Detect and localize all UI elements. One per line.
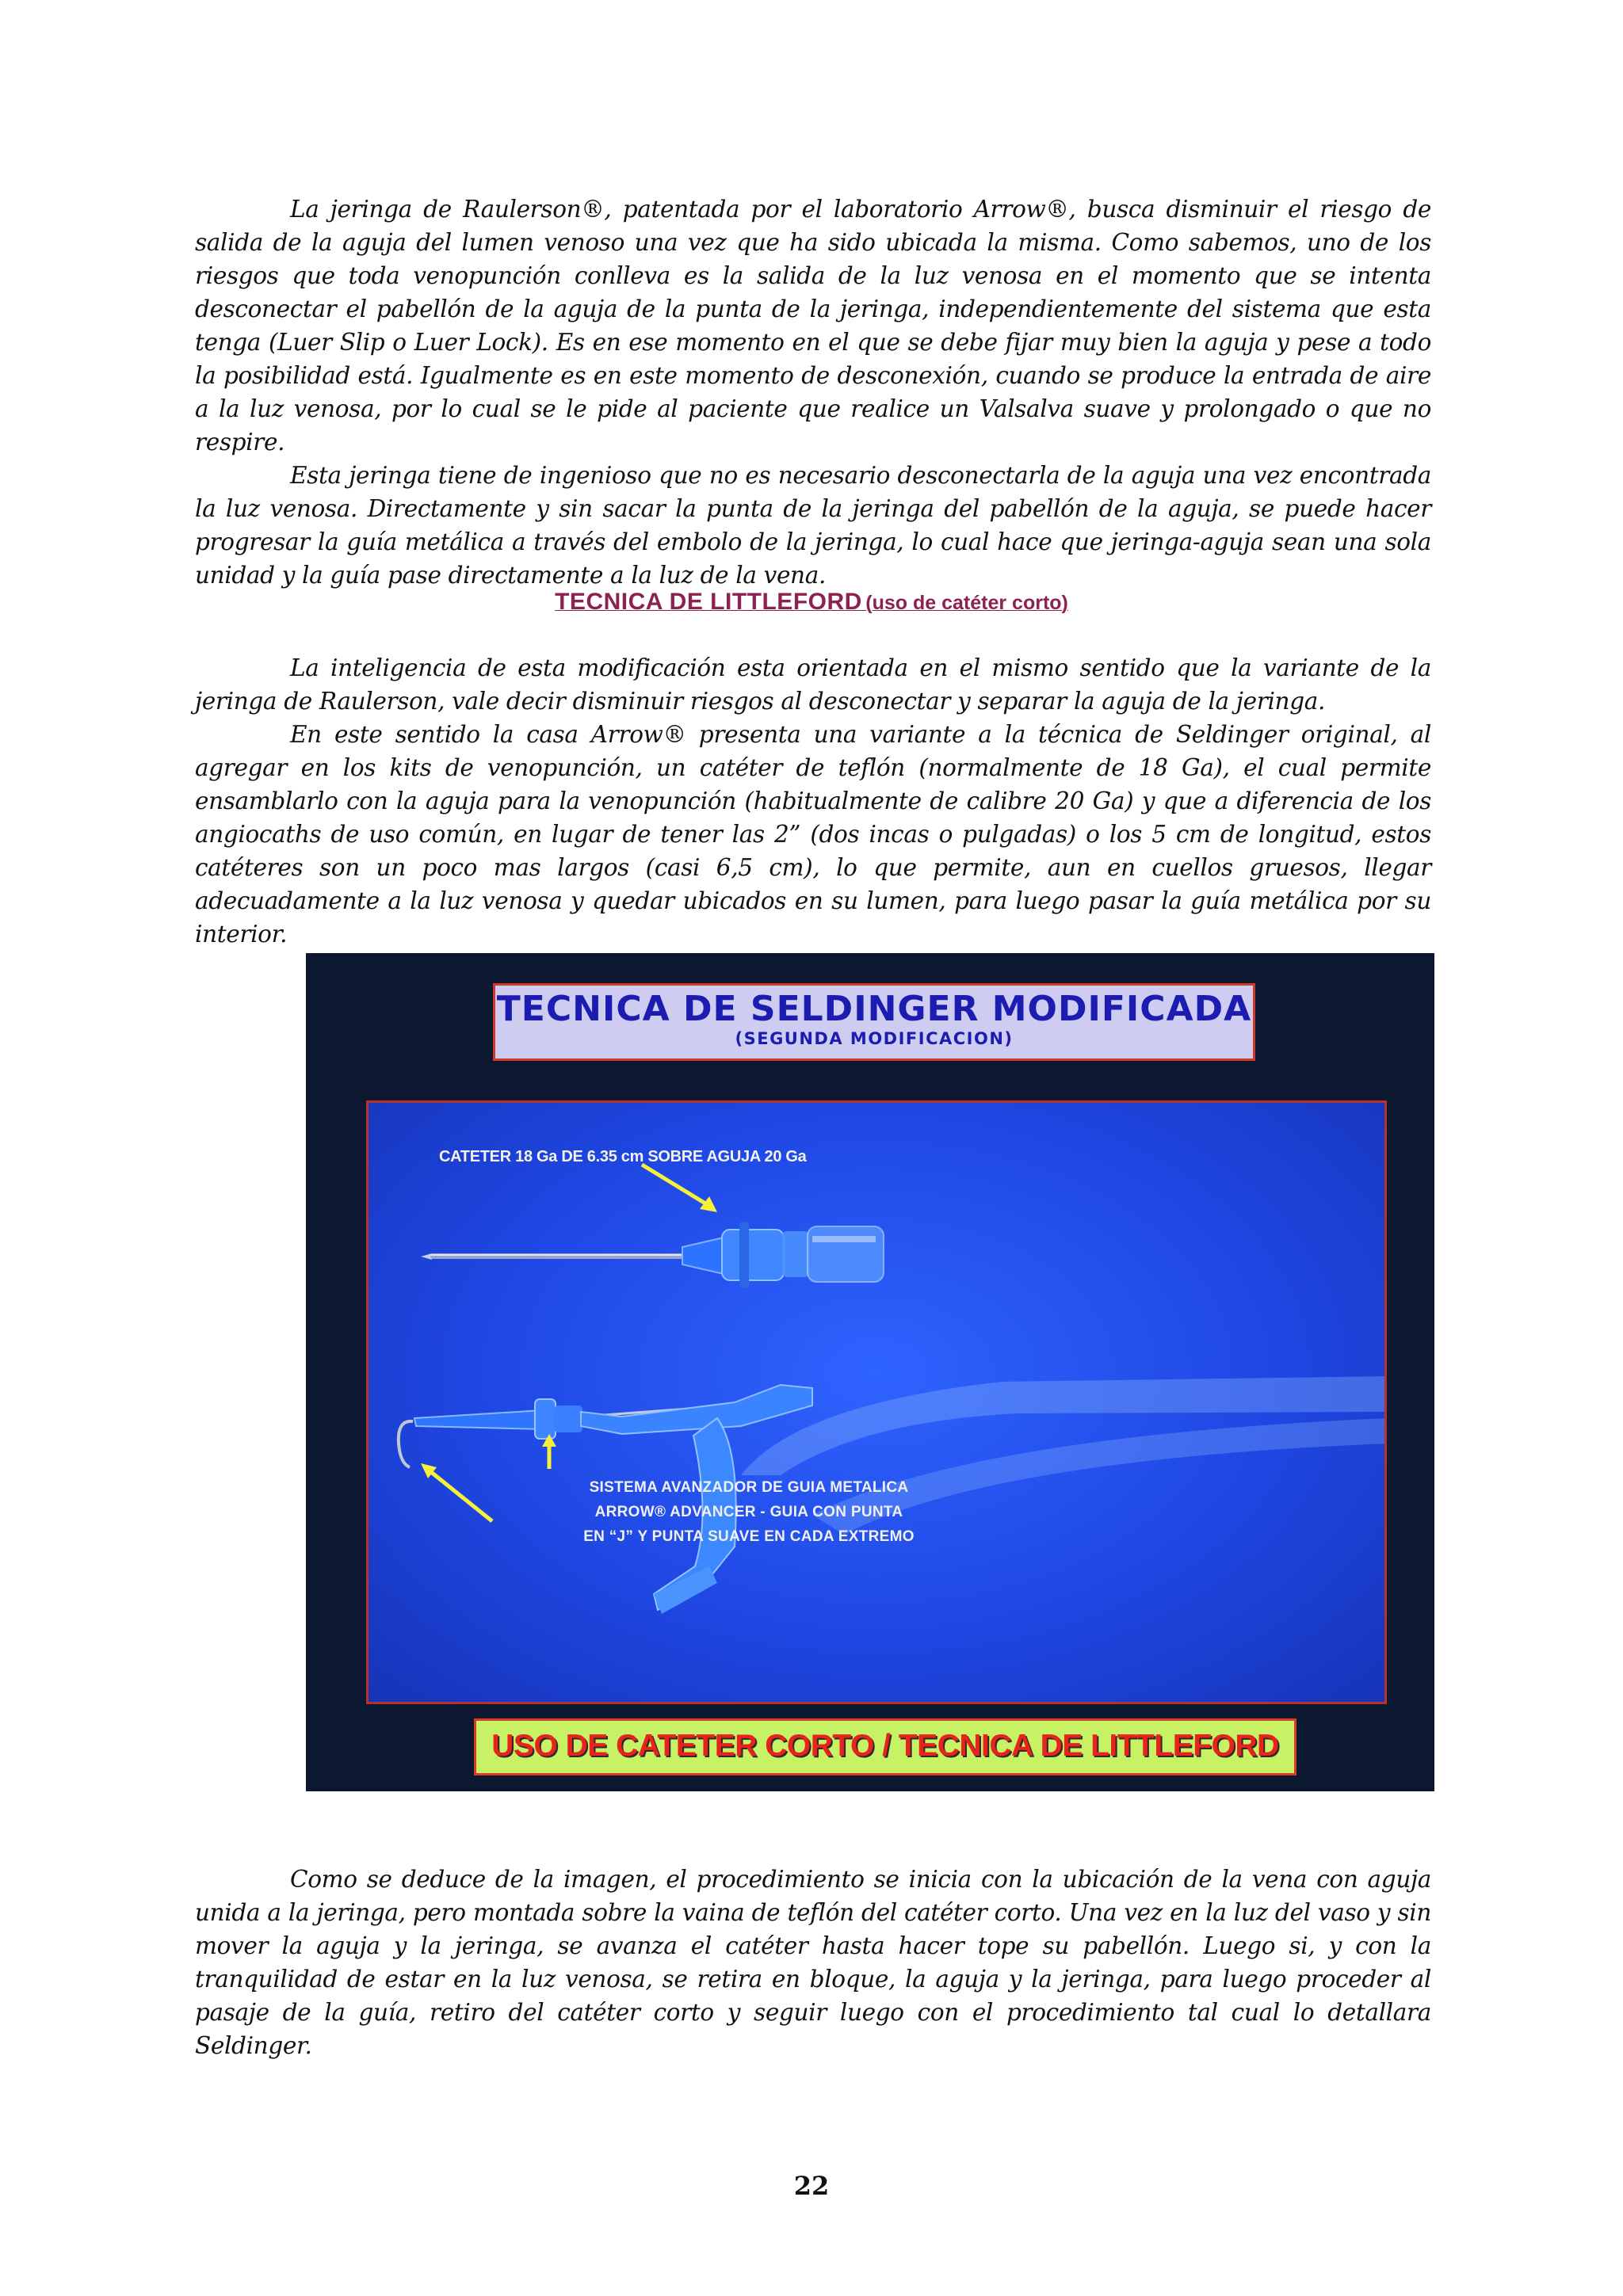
figure-subtitle: (SEGUNDA MODIFICACION) <box>735 1029 1014 1048</box>
device-photo <box>366 1100 1387 1704</box>
figure-title: TECNICA DE SELDINGER MODIFICADA <box>496 989 1252 1029</box>
section-heading-sub: (uso de catéter corto) <box>865 592 1068 614</box>
catheter-label: CATETER 18 Ga DE 6.35 cm SOBRE AGUJA 20 Ga <box>439 1148 807 1165</box>
intro-text-block <box>195 193 1431 592</box>
advancer-label <box>511 1475 987 1549</box>
paragraph: Como se deduce de la imagen, el procedimiento se inicia con la ubicación de la vena con aguja unida a la jeringa, pero montada sobre la vaina de teflón del catéter corto. Una vez en la luz del vaso y sin mover la aguja y la jeringa, se avanza el catéter hasta hacer tope su pabellón. Luego si, y con la tranquilidad de estar en la luz venosa, se retira en bloque, la aguja y la jeringa, para luego proceder al pasaje de la guía, retiro del catéter corto y seguir luego con el procedimiento tal cual lo detallara Seldinger. <box>195 1866 1431 2059</box>
arrow-to-catheter <box>642 1165 717 1212</box>
advancer-label-line: SISTEMA AVANZADOR DE GUIA METALICA <box>589 1479 909 1496</box>
paragraph: La inteligencia de esta modificación esta orientada en el mismo sentido que la variante de la jeringa de Raulerson, vale decir disminuir riesgos al desconectar y separar la aguja de la jeringa. <box>195 654 1431 715</box>
paragraph: En este sentido la casa Arrow® presenta una variante a la técnica de Seldinger original, al agregar en los kits de venopunción, un catéter de teflón (normalmente de 18 Ga), el cual permite ensamblarlo con la aguja para la venopunción (habitualmente de calibre 20 Ga) y que a diferencia de los angiocaths de uso común, en lugar de tener las 2” (dos incas o pulgadas) o los 5 cm de longitud, estos catéteres son un poco mas largos (casi 6,5 cm), lo que permite, aun en cuellos gruesos, llegar adecuadamente a la luz venosa y quedar ubicados en su lumen, para luego pasar la guía metálica por su interior. <box>195 721 1431 948</box>
catheter-over-needle <box>421 1222 884 1288</box>
device-illustration <box>369 1103 1387 1704</box>
section-heading <box>0 589 1623 616</box>
paragraph: La jeringa de Raulerson®, patentada por el laboratorio Arrow®, busca disminuir el riesgo de salida de la aguja del lumen venoso una vez que ha sido ubicada la misma. Como sabemos, uno de los riesgos que toda venopunción conlleva es la salida de la luz venosa en el momento que se intenta desconectar el pabellón de la aguja de la punta de la jeringa, independientemente del sistema que esta tenga (Luer Slip o Luer Lock). Es en ese momento en el que se debe fijar muy bien la aguja y pese a todo la posibilidad está. Igualmente es en este momento de desconexión, cuando se produce la entrada de aire a la luz venosa, por lo cual se le pide al paciente que realice un Valsalva suave y prolongado o que no respire. <box>195 196 1431 456</box>
paragraph: Esta jeringa tiene de ingenioso que no es necesario desconectarla de la aguja una vez encontrada la luz venosa. Directamente y sin sacar la punta de la jeringa del pabellón de la aguja, se puede hacer progresar la guía metálica a través del embolo de la jeringa, lo cual hace que jeringa-aguja sean una sola unidad y la guía pase directamente a la luz de la vena. <box>195 462 1431 589</box>
figure-banner-text: USO DE CATETER CORTO / TECNICA DE LITTLEFORD <box>491 1729 1279 1763</box>
middle-text-block <box>195 651 1431 951</box>
advancer-label-line: ARROW® ADVANCER - GUIA CON PUNTA <box>594 1504 903 1520</box>
figure-banner <box>474 1718 1296 1775</box>
arrow-to-j-tip <box>421 1463 492 1521</box>
closing-text-block <box>195 1863 1431 2062</box>
section-heading-main: TECNICA DE LITTLEFORD <box>555 589 862 615</box>
advancer-label-line: EN “J” Y PUNTA SUAVE EN CADA EXTREMO <box>583 1528 915 1545</box>
figure-slide <box>306 953 1434 1791</box>
page-number: 22 <box>793 2171 830 2201</box>
figure-title-box <box>493 983 1255 1061</box>
